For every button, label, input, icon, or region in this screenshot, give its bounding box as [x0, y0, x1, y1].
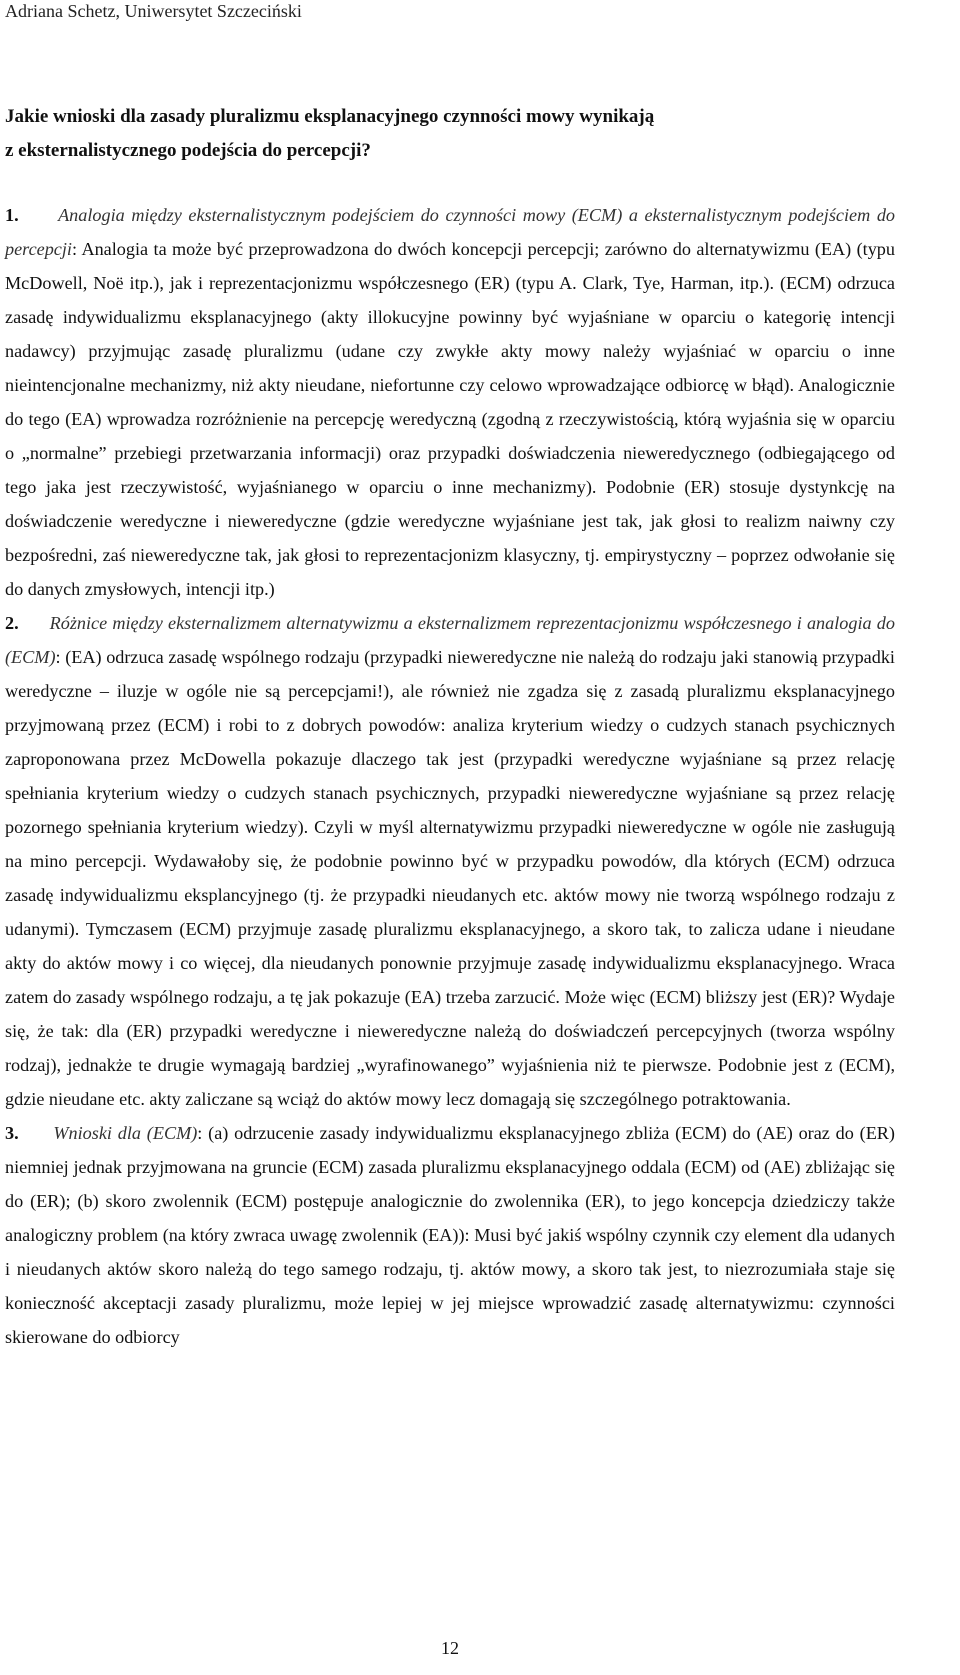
section-1 [5, 198, 895, 606]
title-line-1: Jakie wnioski dla zasady pluralizmu eksplanacyjnego czynności mowy wynikają [5, 106, 655, 127]
document-body [5, 198, 895, 1354]
section-1-number: 1. [5, 205, 19, 225]
section-3-heading: Wnioski dla (ECM) [53, 1123, 198, 1143]
page-number: 12 [441, 1638, 459, 1658]
page-title [5, 100, 895, 168]
document-header [5, 0, 905, 22]
section-2 [5, 606, 895, 1116]
title-line-2: z eksternalistycznego podejścia do percepcji? [5, 140, 371, 161]
section-1-text: : Analogia ta może być przeprowadzona do dwóch koncepcji percepcji; zarówno do alternatywizmu (EA) (typu McDowell, Noë itp.), jak i reprezentacjonizmu współczesnego (ER) (typu A. Clark, Tye, Harman, itp.). (ECM) odrzuca zasadę indywidualizmu eksplanacyjnego (akty illokucyjne powinny być wyjaśniane w oparciu o kategorię intencji nadawcy) przyjmując zasadę pluralizmu (udane czy zwykłe akty mowy należy wyjaśniać w oparciu o inne nieintencjonalne mechanizmy, niż akty nieudane, niefortunne czy celowo wprowadzające odbiorcę w błąd). Analogicznie do tego (EA) wprowadza rozróżnienie na percepcję weredyczną (zgodną z rzeczywistością, którą wyjaśnia się w oparciu o „normalne” przebiegi przetwarzania informacji) oraz przypadki doświadczenia nieweredycznego (odbiegającego od tego jaka jest rzeczywistość, wyjaśnianego w oparciu o inne mechanizmy). Podobnie (ER) stosuje dystynkcję na doświadczenie weredyczne i nieweredyczne (gdzie weredyczne wyjaśniane jest tak, jak głosi to realizm naiwny czy bezpośredni, zaś nieweredyczne tak, jak głosi to reprezentacjonizm klasyczny, tj. empirystyczny – poprzez odwołanie się do danych zmysłowych, intencji itp.) [5, 239, 895, 599]
section-3-number: 3. [5, 1123, 19, 1143]
section-3 [5, 1116, 895, 1354]
author-affiliation: Adriana Schetz, Uniwersytet Szczeciński [5, 1, 302, 21]
section-2-heading: Różnice między eksternalizmem alternatywizmu a eksternalizmem reprezentacjonizmu współczesnego i analogia do (ECM) [5, 613, 895, 667]
section-2-text: : (EA) odrzuca zasadę wspólnego rodzaju (przypadki nieweredyczne nie należą do rodzaju jaki stanowią przypadki weredyczne – iluzje w ogóle nie są percepcjami!), ale również nie zgadza się z zasadą pluralizmu eksplanacyjnego przyjmowaną przez (ECM) i robi to z dobrych powodów: analiza kryterium wiedzy o cudzych stanach psychicznych zaproponowana przez McDowella pokazuje dlaczego tak jest (przypadki weredyczne wyjaśniane są przez relację spełniania kryterium wiedzy o cudzych stanach psychicznych, przypadki nieweredyczne wyjaśniane są przez relację pozornego spełniania kryterium wiedzy). Czyli w myśl alternatywizmu przypadki nieweredyczne w ogóle nie zasługują na mino percepcji. Wydawałoby się, że podobnie powinno być w przypadku powodów, dla których (ECM) odrzuca zasadę indywidualizmu eksplancyjnego (tj. że przypadki nieudanych etc. aktów mowy nie tworzą wspólnego rodzaju z udanymi). Tymczasem (ECM) przyjmuje zasadę pluralizmu eksplanacyjnego, a skoro tak, to zalicza udane i nieudane akty do aktów mowy i co więcej, dla nieudanych ponownie przyjmuje zasadę indywidualizmu eksplanacyjnego. Wraca zatem do zasady wspólnego rodzaju, a tę jak pokazuje (EA) trzeba zarzucić. Może więc (ECM) bliższy jest (ER)? Wydaje się, że tak: dla (ER) przypadki weredyczne i nieweredyczne należą do doświadczeń percepcyjnych (tworza wspólny rodzaj), jednakże te drugie wymagają bardziej „wyrafinowanego” wyjaśnienia niż te pierwsze. Podobnie jest z (ECM), gdzie nieudane etc. akty zaliczane są wciąż do aktów mowy lecz domagają się szczególnego potraktowania. [5, 647, 895, 1109]
section-2-number: 2. [5, 613, 19, 633]
section-3-text: : (a) odrzucenie zasady indywidualizmu eksplanacyjnego zbliża (ECM) do (AE) oraz do (ER) niemniej jednak przyjmowana na gruncie (ECM) zasada pluralizmu eksplanacyjnego oddala (ECM) od (AE) zbliżając się do (ER); (b) skoro zwolennik (ECM) postępuje analogicznie do zwolennika (ER), to jego koncepcja dziedziczy także analogiczny problem (na który zwraca uwagę zwolennik (EA)): Musi być jakiś wspólny czynnik czy element dla udanych i nieudanych aktów skoro należą do tego samego rodzaju, tj. aktów mowy, a skoro tak jest, to niezrozumiała staje się konieczność akceptacji zasady pluralizmu, może lepiej w jej miejsce wprowadzić zasadę alternatywizmu: czynności skierowane do odbiorcy [5, 1123, 895, 1347]
section-1-heading: Analogia między eksternalistycznym podejściem do czynności mowy (ECM) a eksternalistycznym podejściem do percepcji [5, 205, 896, 259]
